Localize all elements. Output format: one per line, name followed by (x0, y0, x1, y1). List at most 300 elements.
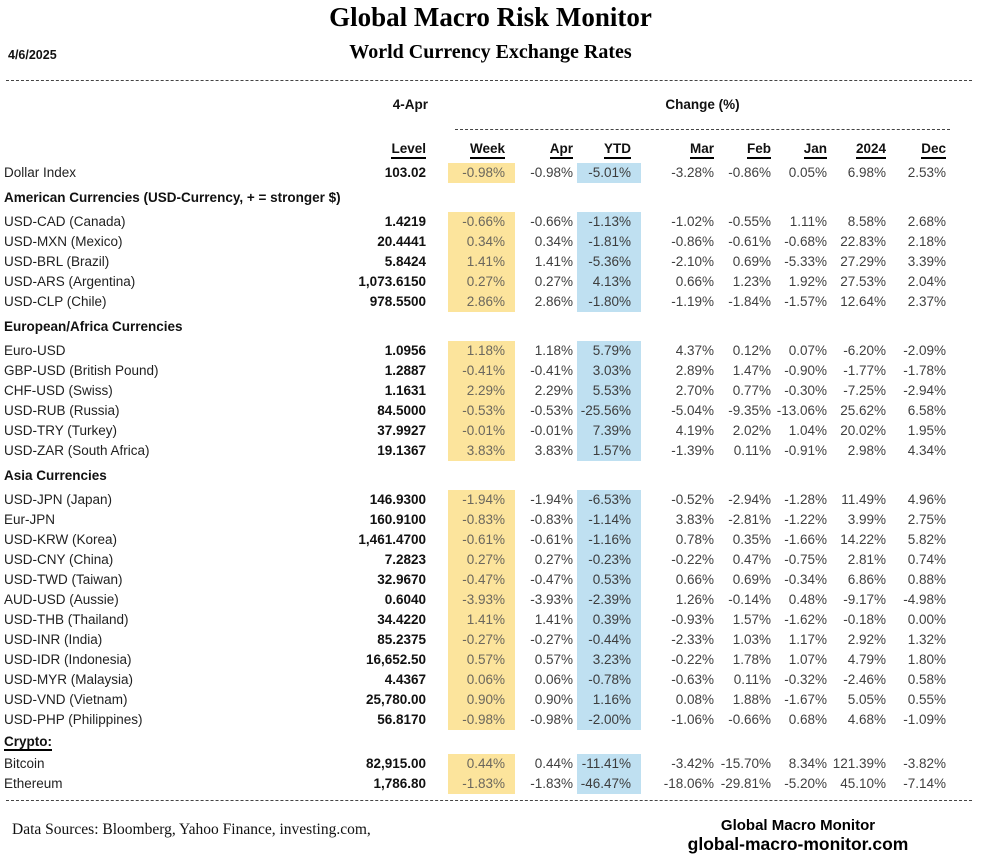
table-row (0, 510, 981, 530)
table-row (0, 212, 981, 232)
jan-value: -1.22% (784, 512, 827, 527)
y2024-value: 6.98% (847, 165, 886, 180)
jan-value: 1.04% (788, 423, 827, 438)
week-value: 0.27% (448, 272, 515, 292)
apr-value: -0.66% (530, 214, 573, 229)
col-header-week: Week (448, 139, 515, 159)
y2024-value: 25.62% (840, 403, 886, 418)
top-divider (6, 80, 972, 81)
apr-value: 0.27% (534, 274, 573, 289)
row-label: GBP-USD (British Pound) (4, 363, 159, 378)
week-value: -0.47% (448, 570, 515, 590)
mar-value: 0.78% (675, 532, 714, 547)
level-value: 85.2375 (377, 632, 426, 647)
mar-value: -1.19% (671, 294, 714, 309)
row-label: USD-PHP (Philippines) (4, 712, 143, 727)
rates-table (0, 163, 981, 794)
apr-value: -0.01% (530, 423, 573, 438)
mar-value: 0.66% (675, 572, 714, 587)
mar-value: -2.10% (671, 254, 714, 269)
table-row (0, 341, 981, 361)
ytd-value: -11.41% (577, 754, 641, 774)
mar-value: -5.04% (671, 403, 714, 418)
col-header-level: Level (352, 139, 428, 159)
dec-value: 1.95% (907, 423, 946, 438)
table-row (0, 570, 981, 590)
dec-value: -1.78% (903, 363, 946, 378)
feb-value: -9.35% (728, 403, 771, 418)
row-label: Dollar Index (4, 165, 77, 180)
y2024-value: -7.25% (843, 383, 886, 398)
level-value: 1.0956 (384, 343, 426, 358)
week-value: 3.83% (448, 441, 515, 461)
jan-value: -0.32% (784, 672, 827, 687)
apr-value: 0.90% (534, 692, 573, 707)
apr-value: 0.44% (534, 756, 573, 771)
row-label: Ethereum (4, 776, 63, 791)
y2024-value: 2.98% (847, 443, 886, 458)
jan-value: -1.62% (784, 612, 827, 627)
section-label: American Currencies (USD-Currency, + = stronger $) (4, 190, 341, 205)
y2024-value: 2.81% (847, 552, 886, 567)
table-row (0, 401, 981, 421)
feb-value: 0.11% (733, 672, 771, 687)
jan-value: -5.33% (784, 254, 827, 269)
y2024-value: 20.02% (840, 423, 886, 438)
table-row (0, 381, 981, 401)
table-row (0, 441, 981, 461)
mar-value: 3.83% (675, 512, 714, 527)
week-value: 0.90% (448, 690, 515, 710)
week-value: 0.44% (448, 754, 515, 774)
level-value: 82,915.00 (365, 756, 426, 771)
row-label: USD-KRW (Korea) (4, 532, 118, 547)
feb-value: 0.11% (733, 443, 771, 458)
feb-value: 0.69% (732, 254, 771, 269)
table-row (0, 361, 981, 381)
ytd-value: 1.16% (577, 690, 641, 710)
ytd-value: -6.53% (577, 490, 641, 510)
feb-value: 2.02% (732, 423, 771, 438)
col-header-ytd: YTD (577, 139, 641, 159)
dec-value: -7.14% (903, 776, 946, 791)
level-value: 1,786.80 (373, 776, 426, 791)
apr-value: 2.86% (534, 294, 573, 309)
ytd-value: -1.16% (577, 530, 641, 550)
level-value: 32.9670 (377, 572, 426, 587)
ytd-value: -2.39% (577, 590, 641, 610)
ytd-value: -25.56% (577, 401, 641, 421)
dec-value: -1.09% (903, 712, 946, 727)
ytd-value: 4.13% (577, 272, 641, 292)
row-label: USD-THB (Thailand) (4, 612, 129, 627)
week-value: -0.98% (448, 710, 515, 730)
week-value: -0.01% (448, 421, 515, 441)
level-value: 5.8424 (384, 254, 426, 269)
brand-url: global-macro-monitor.com (687, 834, 909, 854)
apr-value: -0.83% (530, 512, 573, 527)
ytd-value: 3.23% (577, 650, 641, 670)
y2024-value: 4.79% (847, 652, 886, 667)
section-row (0, 183, 981, 212)
row-label: USD-ARS (Argentina) (4, 274, 136, 289)
dec-value: -2.94% (903, 383, 946, 398)
y2024-value: 27.29% (840, 254, 886, 269)
dec-value: -4.98% (903, 592, 946, 607)
y2024-value: 5.05% (847, 692, 886, 707)
apr-value: 1.41% (534, 612, 573, 627)
level-value: 25,780.00 (365, 692, 426, 707)
mar-value: -0.63% (671, 672, 714, 687)
apr-value: -0.47% (530, 572, 573, 587)
row-label: USD-IDR (Indonesia) (4, 652, 132, 667)
dec-value: 0.58% (907, 672, 946, 687)
week-value: 1.41% (448, 252, 515, 272)
feb-value: -0.86% (728, 165, 771, 180)
level-value: 19.1367 (377, 443, 426, 458)
week-value: -0.41% (448, 361, 515, 381)
section-row (0, 312, 981, 341)
feb-value: -0.55% (728, 214, 771, 229)
y2024-value: 11.49% (841, 492, 886, 507)
week-value: -3.93% (448, 590, 515, 610)
y2024-value: 6.86% (847, 572, 886, 587)
section-label: Crypto: (4, 734, 52, 749)
mar-value: 0.66% (675, 274, 714, 289)
y2024-value: -0.18% (843, 612, 886, 627)
level-value: 56.8170 (377, 712, 426, 727)
row-label: USD-TRY (Turkey) (4, 423, 118, 438)
feb-value: 0.35% (732, 532, 771, 547)
dec-value: -3.82% (903, 756, 946, 771)
apr-value: 2.29% (534, 383, 573, 398)
apr-value: -0.53% (530, 403, 573, 418)
feb-value: -15.70% (720, 756, 771, 771)
apr-value: -0.98% (530, 712, 573, 727)
y2024-value: 45.10% (840, 776, 886, 791)
mar-value: 1.26% (675, 592, 714, 607)
mar-value: -0.93% (671, 612, 714, 627)
week-value: -1.94% (448, 490, 515, 510)
col-header-2024: 2024 (831, 139, 890, 159)
table-row (0, 252, 981, 272)
level-value: 978.5500 (369, 294, 426, 309)
y2024-value: 4.68% (847, 712, 886, 727)
section-row (0, 730, 981, 754)
ytd-value: 5.53% (577, 381, 641, 401)
jan-value: -0.68% (784, 234, 827, 249)
section-label: European/Africa Currencies (4, 319, 183, 334)
ytd-value: -5.01% (577, 163, 641, 183)
ytd-value: -1.13% (577, 212, 641, 232)
dec-value: -2.09% (903, 343, 946, 358)
mar-value: -0.86% (671, 234, 714, 249)
ytd-value: 1.57% (577, 441, 641, 461)
change-percent-label: Change (%) (665, 97, 740, 112)
jan-value: 0.07% (788, 343, 827, 358)
mar-value: -1.02% (671, 214, 714, 229)
feb-value: -0.61% (728, 234, 771, 249)
jan-value: 0.48% (788, 592, 827, 607)
row-label: USD-JPN (Japan) (4, 492, 113, 507)
apr-value: 1.18% (534, 343, 573, 358)
footer-brand (643, 817, 953, 855)
row-label: USD-MXN (Mexico) (4, 234, 123, 249)
mar-value: -3.28% (671, 165, 714, 180)
dec-value: 0.55% (907, 692, 946, 707)
mar-value: 4.19% (675, 423, 714, 438)
apr-value: 0.06% (534, 672, 573, 687)
row-label: CHF-USD (Swiss) (4, 383, 113, 398)
table-row (0, 690, 981, 710)
level-value: 34.4220 (377, 612, 426, 627)
ytd-value: -1.80% (577, 292, 641, 312)
jan-value: -0.34% (784, 572, 827, 587)
mar-value: -0.22% (671, 652, 714, 667)
ytd-value: 7.39% (577, 421, 641, 441)
mar-value: -2.33% (671, 632, 714, 647)
row-label: USD-CAD (Canada) (4, 214, 126, 229)
level-value: 37.9927 (377, 423, 426, 438)
y2024-value: -2.46% (843, 672, 886, 687)
feb-value: 1.47% (732, 363, 771, 378)
table-row (0, 232, 981, 252)
feb-value: 1.23% (732, 274, 771, 289)
jan-value: 1.11% (789, 214, 827, 229)
table-row (0, 590, 981, 610)
jan-value: 1.92% (788, 274, 827, 289)
row-label: USD-CNY (China) (4, 552, 114, 567)
mar-value: -0.22% (671, 552, 714, 567)
jan-value: 0.68% (788, 712, 827, 727)
apr-value: -3.93% (530, 592, 573, 607)
jan-value: -0.30% (784, 383, 827, 398)
y2024-value: 22.83% (840, 234, 886, 249)
feb-value: 1.78% (732, 652, 771, 667)
level-value: 160.9100 (369, 512, 426, 527)
dec-value: 6.58% (907, 403, 946, 418)
week-value: 1.41% (448, 610, 515, 630)
page-subtitle: World Currency Exchange Rates (349, 41, 632, 63)
ytd-value: -1.14% (577, 510, 641, 530)
mar-value: -0.52% (671, 492, 714, 507)
week-value: 0.06% (448, 670, 515, 690)
table-row (0, 550, 981, 570)
as-of-label: 4-Apr (392, 97, 428, 112)
dec-value: 4.34% (907, 443, 946, 458)
level-value: 1,073.6150 (358, 274, 426, 289)
week-value: 0.27% (448, 550, 515, 570)
apr-value: -0.61% (530, 532, 573, 547)
mar-value: -18.06% (663, 776, 714, 791)
week-value: 2.29% (448, 381, 515, 401)
ytd-value: -46.47% (577, 774, 641, 794)
row-label: USD-BRL (Brazil) (4, 254, 110, 269)
row-label: USD-TWD (Taiwan) (4, 572, 123, 587)
mar-value: -1.06% (671, 712, 714, 727)
table-row (0, 421, 981, 441)
level-value: 1.2887 (384, 363, 426, 378)
ytd-value: -2.00% (577, 710, 641, 730)
dec-value: 4.96% (907, 492, 946, 507)
week-value: -1.83% (448, 774, 515, 794)
jan-value: 8.34% (788, 756, 827, 771)
level-value: 20.4441 (377, 234, 426, 249)
level-value: 146.9300 (369, 492, 426, 507)
row-label: USD-ZAR (South Africa) (4, 443, 150, 458)
week-value: -0.83% (448, 510, 515, 530)
section-row (0, 461, 981, 490)
level-value: 0.6040 (384, 592, 426, 607)
apr-value: 3.83% (534, 443, 573, 458)
feb-value: -0.14% (728, 592, 771, 607)
dec-value: 0.74% (907, 552, 946, 567)
ytd-value: 0.53% (577, 570, 641, 590)
dec-value: 2.53% (907, 165, 946, 180)
ytd-value: 3.03% (577, 361, 641, 381)
section-label: Asia Currencies (4, 468, 107, 483)
y2024-value: 27.53% (840, 274, 886, 289)
row-label: USD-INR (India) (4, 632, 103, 647)
apr-value: 0.57% (534, 652, 573, 667)
table-row (0, 292, 981, 312)
feb-value: -0.66% (728, 712, 771, 727)
row-label: USD-VND (Vietnam) (4, 692, 128, 707)
feb-value: 1.88% (732, 692, 771, 707)
jan-value: -13.06% (776, 403, 827, 418)
ytd-value: 0.39% (577, 610, 641, 630)
jan-value: 1.17% (788, 632, 827, 647)
feb-value: 0.77% (732, 383, 771, 398)
col-header-mar: Mar (655, 139, 718, 159)
apr-value: 1.41% (534, 254, 573, 269)
row-label: AUD-USD (Aussie) (4, 592, 119, 607)
y2024-value: 14.22% (840, 532, 886, 547)
level-value: 16,652.50 (365, 652, 426, 667)
apr-value: 0.34% (534, 234, 573, 249)
ytd-value: -0.44% (577, 630, 641, 650)
feb-value: 1.57% (732, 612, 771, 627)
jan-value: -1.66% (784, 532, 827, 547)
col-header-jan: Jan (775, 139, 831, 159)
y2024-value: 3.99% (847, 512, 886, 527)
apr-value: -0.41% (530, 363, 573, 378)
level-value: 4.4367 (384, 672, 426, 687)
feb-value: -29.81% (720, 776, 771, 791)
level-value: 7.2823 (384, 552, 426, 567)
week-value: -0.98% (448, 163, 515, 183)
jan-value: 1.07% (788, 652, 827, 667)
row-label: Euro-USD (4, 343, 66, 358)
table-row (0, 610, 981, 630)
table-row (0, 774, 981, 794)
table-row (0, 670, 981, 690)
apr-value: 0.27% (534, 552, 573, 567)
dec-value: 3.39% (907, 254, 946, 269)
apr-value: -1.83% (530, 776, 573, 791)
y2024-value: -9.17% (843, 592, 886, 607)
table-row (0, 272, 981, 292)
feb-value: 0.69% (732, 572, 771, 587)
change-divider (455, 129, 950, 130)
week-value: 1.18% (448, 341, 515, 361)
brand-name: Global Macro Monitor (720, 817, 876, 834)
mar-value: 0.08% (675, 692, 714, 707)
apr-value: -1.94% (530, 492, 573, 507)
level-value: 103.02 (384, 165, 426, 180)
week-value: 0.34% (448, 232, 515, 252)
ytd-value: -0.78% (577, 670, 641, 690)
mar-value: -3.42% (671, 756, 714, 771)
level-value: 1.4219 (384, 214, 426, 229)
feb-value: 0.12% (732, 343, 771, 358)
table-row (0, 650, 981, 670)
feb-value: 0.47% (732, 552, 771, 567)
jan-value: -0.75% (784, 552, 827, 567)
col-header-dec: Dec (890, 139, 950, 159)
jan-value: -5.20% (784, 776, 827, 791)
mar-value: 2.89% (675, 363, 714, 378)
mar-value: -1.39% (671, 443, 714, 458)
row-label: Bitcoin (4, 756, 45, 771)
feb-value: 1.03% (732, 632, 771, 647)
dec-value: 0.00% (907, 612, 946, 627)
jan-value: -1.67% (784, 692, 827, 707)
ytd-value: -5.36% (577, 252, 641, 272)
y2024-value: 8.58% (847, 214, 886, 229)
apr-value: -0.27% (530, 632, 573, 647)
y2024-value: 2.92% (847, 632, 886, 647)
dec-value: 5.82% (907, 532, 946, 547)
jan-value: 0.05% (788, 165, 827, 180)
level-value: 1.1631 (384, 383, 426, 398)
table-row (0, 490, 981, 510)
jan-value: -0.91% (784, 443, 827, 458)
ytd-value: 5.79% (577, 341, 641, 361)
week-value: -0.61% (448, 530, 515, 550)
jan-value: -0.90% (784, 363, 827, 378)
apr-value: -0.98% (530, 165, 573, 180)
week-value: 2.86% (448, 292, 515, 312)
data-sources-note: Data Sources: Bloomberg, Yahoo Finance, investing.com, (12, 821, 371, 838)
mar-value: 4.37% (675, 343, 714, 358)
dec-value: 2.37% (907, 294, 946, 309)
table-row (0, 163, 981, 183)
feb-value: -2.81% (728, 512, 771, 527)
row-label: USD-RUB (Russia) (4, 403, 120, 418)
jan-value: -1.28% (784, 492, 827, 507)
dec-value: 2.18% (907, 234, 946, 249)
table-row (0, 530, 981, 550)
week-value: -0.66% (448, 212, 515, 232)
col-header-feb: Feb (718, 139, 775, 159)
table-row (0, 630, 981, 650)
row-label: Eur-JPN (4, 512, 56, 527)
table-row (0, 754, 981, 774)
dec-value: 1.80% (907, 652, 946, 667)
bottom-divider (6, 800, 972, 801)
mar-value: 2.70% (675, 383, 714, 398)
column-header-row (0, 139, 981, 159)
row-label: USD-MYR (Malaysia) (4, 672, 134, 687)
level-value: 1,461.4700 (358, 532, 426, 547)
y2024-value: -1.77% (843, 363, 886, 378)
ytd-value: -0.23% (577, 550, 641, 570)
page-title: Global Macro Risk Monitor (329, 2, 652, 32)
dec-value: 2.75% (907, 512, 946, 527)
report-date: 4/6/2025 (8, 48, 57, 62)
jan-value: -1.57% (784, 294, 827, 309)
